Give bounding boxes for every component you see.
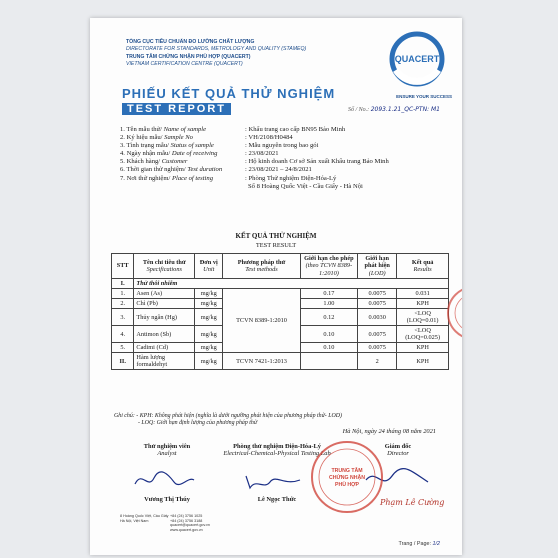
cell-result: KPH xyxy=(397,343,449,353)
info-label: 7. Nơi thử nghiệm/ Place of testing xyxy=(120,174,213,182)
notes-label: Ghi chú: xyxy=(114,413,135,419)
cell-lod: 0.0075 xyxy=(358,299,397,309)
lab-signature xyxy=(240,470,310,494)
table-row xyxy=(112,353,449,370)
notes-line2: - LOQ: Giới hạn định lượng của phương pháp thử xyxy=(138,420,258,427)
info-value: : Mẫu nguyên trong bao gói xyxy=(245,142,319,150)
quacert-logo xyxy=(388,30,446,92)
lab-title: Phòng thử nghiệm Điện-Hóa-Lý xyxy=(233,443,321,450)
cell-num: 5. xyxy=(112,343,134,353)
cell-lod: 0.0075 xyxy=(358,326,397,343)
header-unit: Đơn vị Unit xyxy=(195,254,223,279)
title-en: TEST REPORT xyxy=(122,103,231,115)
lab-head-name: Lê Ngọc Thức xyxy=(257,496,297,503)
official-stamp xyxy=(308,438,386,516)
cell-num: 1. xyxy=(112,289,134,299)
cell-name: Chì (Pb) xyxy=(134,299,195,309)
cell-result: <LOQ (LOQ=0.025) xyxy=(397,326,449,343)
cell-unit: mg/kg xyxy=(195,299,223,309)
info-label: 2. Ký hiệu mẫu/ Sample No xyxy=(120,134,193,142)
sample-info xyxy=(120,126,440,191)
side-seal-stamp xyxy=(444,283,462,343)
cell-result: <LOQ (LOQ=0.01) xyxy=(397,309,449,326)
footer-contact xyxy=(170,514,210,532)
info-value: : 23/08/2021 – 24/8/2021 xyxy=(245,166,312,174)
info-label: 6. Thời gian thử nghiệm/ Test duration xyxy=(120,166,223,174)
footer-address xyxy=(120,514,169,523)
info-value: : Phòng Thử nghiệm Điện-Hóa-Lý xyxy=(245,174,337,182)
ref-value: 2093.1.21_QC-PTN: M1 xyxy=(370,106,440,113)
header-method: Phương pháp thử Test methods xyxy=(223,254,300,279)
page-indicator xyxy=(399,541,440,547)
info-row xyxy=(120,158,440,166)
org-name-en: DIRECTORATE FOR STANDARDS, METROLOGY AND QUALITY (STAMEQ) xyxy=(126,45,307,52)
analyst-name: Vương Thị Thúy xyxy=(144,496,190,503)
stamp-line1: TRUNG TÂM xyxy=(331,468,363,474)
cell-lod: 2 xyxy=(358,353,397,370)
info-row xyxy=(120,134,440,142)
test-report-document xyxy=(90,18,462,555)
info-value: : Hộ kinh doanh Cơ sở Sản xuất Khẩu trang Bảo Minh xyxy=(245,158,389,166)
cell-name: Cadimi (Cd) xyxy=(134,343,195,353)
footer-fax: +84 (24) 3756 3188 xyxy=(170,518,203,523)
cell-method: TCVN 7421-1:2013 xyxy=(223,353,300,370)
header-organization xyxy=(126,39,306,67)
info-row xyxy=(120,175,440,183)
analyst-title: Thử nghiệm viên xyxy=(143,443,191,450)
cell-name: Antimon (Sb) xyxy=(134,326,195,343)
info-row xyxy=(120,142,440,150)
cell-limit: 0.17 xyxy=(300,289,357,299)
cell-unit: mg/kg xyxy=(195,289,223,299)
reference-number xyxy=(348,106,440,113)
section-label: Thử thôi nhiễm xyxy=(134,279,449,289)
director-name: Phạm Lê Cường xyxy=(380,498,445,507)
info-row xyxy=(120,166,440,174)
cell-lod: 0.0075 xyxy=(358,289,397,299)
cell-limit: 0.10 xyxy=(300,326,357,343)
info-row xyxy=(120,126,440,134)
cell-name: Hàm lượng formaldehyt xyxy=(134,353,195,370)
cell-unit: mg/kg xyxy=(195,326,223,343)
notes xyxy=(114,413,342,427)
page-label: Trang / Page: xyxy=(398,541,431,547)
info-value: : 23/08/2021 xyxy=(245,150,279,158)
cell-result: KPH xyxy=(397,299,449,309)
info-row-address xyxy=(120,183,440,191)
section-num: I. xyxy=(112,279,134,289)
result-title: KẾT QUẢ THỬ NGHIỆM xyxy=(235,232,317,240)
info-value: : Khẩu trang cao cấp BN95 Bảo Minh xyxy=(245,126,346,133)
director-title-en: Director xyxy=(387,450,409,457)
info-label: 5. Khách hàng/ Customer xyxy=(120,158,188,166)
cell-name: Thủy ngân (Hg) xyxy=(134,309,195,326)
director-title: Giám đốc xyxy=(384,443,412,450)
info-label: 1. Tên mẫu thử/ Name of sample xyxy=(120,126,207,133)
header-target: Tên chỉ tiêu thử Specifications xyxy=(134,254,195,279)
header-stt: STT xyxy=(112,254,134,279)
center-name-vn: TRUNG TÂM CHỨNG NHẬN PHÙ HỢP (QUACERT) xyxy=(126,54,251,60)
header-lod: Giới hạn phát hiện (LOD) xyxy=(358,254,397,279)
cell-lod: 0.0030 xyxy=(358,309,397,326)
logo-text: QUACERT xyxy=(394,54,440,64)
cell-lod: 0.0075 xyxy=(358,343,397,353)
cell-num: II. xyxy=(112,353,134,370)
cell-result: 0.031 xyxy=(397,289,449,299)
header-result: Kết quả Results xyxy=(397,254,449,279)
info-label: 4. Ngày nhận mẫu/ Date of receiving xyxy=(120,150,218,158)
cell-unit: mg/kg xyxy=(195,343,223,353)
analyst-title-en: Analyst xyxy=(157,450,177,457)
footer-addr1: 8 Hoàng Quốc Việt, Cầu Giấy xyxy=(120,514,169,518)
info-value: : VH/2108/H0484 xyxy=(245,134,293,142)
cell-num: 2. xyxy=(112,299,134,309)
cell-limit: 0.10 xyxy=(300,343,357,353)
footer-addr2: Hà Nội, Việt Nam xyxy=(120,518,149,523)
table-row xyxy=(112,289,449,299)
info-label: 3. Tình trạng mẫu/ Status of sample xyxy=(120,142,214,150)
footer-web: www.quacert.gov.vn xyxy=(170,527,203,532)
cell-limit: 1.00 xyxy=(300,299,357,309)
cell-num: 4. xyxy=(112,326,134,343)
cell-unit: mg/kg xyxy=(195,353,223,370)
org-name-vn: TỔNG CỤC TIÊU CHUẨN ĐO LƯỜNG CHẤT LƯỢNG xyxy=(126,39,255,45)
cell-unit: mg/kg xyxy=(195,309,223,326)
center-name-en: VIETNAM CERTIFICATION CENTRE (QUACERT) xyxy=(126,60,243,67)
result-subtitle: TEST RESULT xyxy=(255,242,297,249)
footer-tel: +84 (24) 3756 1025 xyxy=(170,514,203,518)
footer-email: quacert@quacert.gov.vn xyxy=(170,523,210,528)
table-header-row xyxy=(112,254,449,279)
result-table xyxy=(111,253,449,370)
ref-label: Số / No.: xyxy=(348,107,370,113)
page-value: 1/2 xyxy=(432,541,440,547)
cell-limit xyxy=(300,353,357,370)
title-vn: PHIẾU KẾT QUẢ THỬ NGHIỆM xyxy=(122,86,336,101)
analyst-signature xyxy=(130,468,200,492)
analyst-block xyxy=(122,443,212,457)
info-row xyxy=(120,150,440,158)
cell-name: Asen (As) xyxy=(134,289,195,299)
lab-title-en: Electrical-Chemical-Physical Testing Lab xyxy=(223,450,331,457)
stamp-line3: PHÙ HỢP xyxy=(334,482,360,488)
header-limit: Giới hạn cho phép (theo TCVN 8389-1:2010) xyxy=(300,254,357,279)
section-row xyxy=(112,279,449,289)
cell-result: KPH xyxy=(397,353,449,370)
notes-line1: - KPH: Không phát hiện (nghĩa là dưới ngưỡng phát hiện của phương pháp thử- LOD) xyxy=(136,413,342,419)
report-date: Hà Nội, ngày 24 tháng 08 năm 2021 xyxy=(342,428,436,435)
info-address: Số 8 Hoàng Quốc Việt - Cầu Giấy - Hà Nội xyxy=(248,182,363,190)
cell-num: 3. xyxy=(112,309,134,326)
cell-method: TCVN 8389-1:2010 xyxy=(223,289,300,353)
stamp-line2: CHỨNG NHẬN xyxy=(328,475,366,481)
slogan: ENSURE YOUR SUCCESS xyxy=(396,94,452,99)
cell-limit: 0.12 xyxy=(300,309,357,326)
